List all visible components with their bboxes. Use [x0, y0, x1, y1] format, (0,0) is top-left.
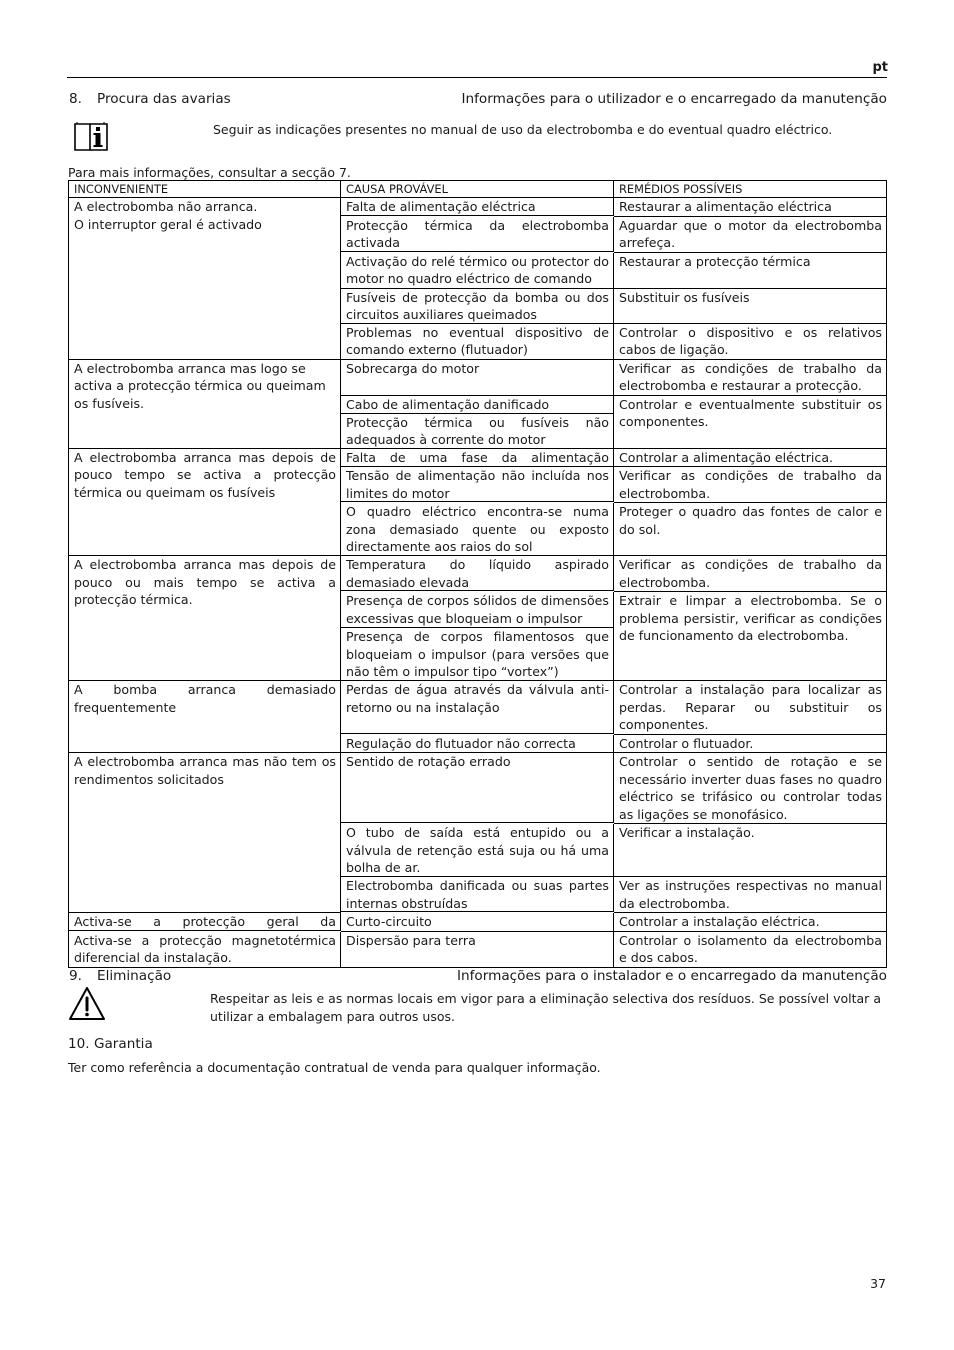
- cause-cell: Regulação do flutuador não correcta: [341, 735, 614, 753]
- cause-cell: Electrobomba danificada ou suas partes internas obstruídas: [341, 877, 614, 912]
- cause-cell: Cabo de alimentação danificado: [341, 396, 614, 414]
- remedy-cell: Restaurar a alimentação eléctrica: [614, 198, 887, 217]
- remedy-cell: Verificar as condições de trabalho da electrobomba.: [614, 556, 887, 592]
- remedy-cell: Substituir os fusíveis: [614, 289, 887, 324]
- cause-cell: Presença de corpos sólidos de dimensões excessivas que bloqueiam o impulsor: [341, 592, 614, 628]
- cause-cell: O tubo de saída está entupido ou a válvula de retenção está suja ou há uma bolha de ar.: [341, 824, 614, 877]
- section-8-heading: [69, 91, 887, 107]
- cause-cell: Sentido de rotação errado: [341, 753, 614, 823]
- remedy-cell: Controlar o isolamento da electrobomba e dos cabos.: [614, 932, 887, 968]
- remedy-cell: Controlar a instalação para localizar as perdas. Reparar ou substituir os componentes.: [614, 681, 887, 735]
- cause-cell: Problemas no eventual dispositivo de comando externo (flutuador): [341, 324, 614, 360]
- cause-cell: Protecção térmica ou fusíveis não adequados à corrente do motor: [341, 414, 614, 449]
- problem-cell: A electrobomba arranca mas logo se activa a protecção térmica ou queimam os fusíveis.: [69, 360, 341, 449]
- section-9-audience: Informações para o instalador e o encarregado da manutenção: [457, 968, 887, 984]
- cause-cell: Temperatura do líquido aspirado demasiado elevada: [341, 556, 614, 591]
- section-8-note: Para mais informações, consultar a secção 7.: [68, 165, 351, 180]
- section-8-intro: Seguir as indicações presentes no manual de uso da electrobomba e do eventual quadro eléctrico.: [213, 122, 833, 137]
- column-header: REMÉDIOS POSSÍVEIS: [614, 181, 887, 198]
- cause-cell: Curto-circuito: [341, 913, 614, 932]
- cause-cell: O quadro eléctrico encontra-se numa zona demasiado quente ou exposto directamente aos raios do sol: [341, 503, 614, 556]
- section-10-title: 10. Garantia: [68, 1036, 153, 1052]
- problem-cell: A electrobomba arranca mas depois de pouco ou mais tempo se activa a protecção térmica.: [69, 556, 341, 681]
- section-8-audience: Informações para o utilizador e o encarregado da manutenção: [461, 91, 887, 107]
- problem-cell: Activa-se a protecção geral da: [69, 913, 341, 931]
- section-9-text: Respeitar as leis e as normas locais em vigor para a eliminação selectiva dos resíduos. Se possível voltar a utilizar a embalagem para outros usos.: [210, 991, 881, 1024]
- column-header: CAUSA PROVÁVEL: [341, 181, 614, 198]
- troubleshooting-table: [68, 180, 887, 968]
- problem-cell: A electrobomba não arranca. O interruptor geral é activado: [69, 198, 341, 360]
- remedy-cell: Verificar as condições de trabalho da electrobomba.: [614, 467, 887, 503]
- section-9-heading: [69, 968, 887, 984]
- cause-cell: Perdas de água através da válvula anti-retorno ou na instalação: [341, 681, 614, 734]
- problem-cell: A electrobomba arranca mas depois de pouco tempo se activa a protecção térmica ou queimam os fusíveis: [69, 449, 341, 557]
- remedy-cell: Ver as instruções respectivas no manual da electrobomba.: [614, 877, 887, 913]
- remedy-cell: Aguardar que o motor da electrobomba arrefeça.: [614, 217, 887, 253]
- cause-cell: Falta de alimentação eléctrica: [341, 198, 614, 216]
- cause-cell: Falta de uma fase da alimentação: [341, 449, 614, 467]
- remedy-cell: Controlar o dispositivo e os relativos cabos de ligação.: [614, 324, 887, 360]
- remedy-cell: Extrair e limpar a electrobomba. Se o problema persistir, verificar as condições de funcionamento da electrobomba.: [614, 592, 887, 681]
- problem-cell: Activa-se a protecção magnetotérmica diferencial da instalação.: [69, 932, 341, 968]
- cause-cell: Sobrecarga do motor: [341, 360, 614, 396]
- manual-info-icon: [73, 120, 109, 156]
- remedy-cell: Verificar as condições de trabalho da electrobomba e restaurar a protecção.: [614, 360, 887, 396]
- section-8-title: Procura das avarias: [97, 91, 231, 107]
- section-9-number: 9.: [69, 968, 82, 984]
- remedy-cell: Controlar e eventualmente substituir os componentes.: [614, 396, 887, 449]
- section-10-text: Ter como referência a documentação contratual de venda para qualquer informação.: [68, 1060, 601, 1075]
- header-rule: [67, 77, 887, 78]
- remedy-cell: Proteger o quadro das fontes de calor e do sol.: [614, 503, 887, 556]
- cause-cell: Activação do relé térmico ou protector do motor no quadro eléctrico de comando: [341, 253, 614, 289]
- remedy-cell: Controlar o flutuador.: [614, 735, 887, 754]
- remedy-cell: Controlar a alimentação eléctrica.: [614, 449, 887, 468]
- cause-cell: Presença de corpos filamentosos que bloqueiam o impulsor (para versões que não têm o impulsor tipo “vortex”): [341, 628, 614, 681]
- remedy-cell: Controlar o sentido de rotação e se necessário inverter duas fases no quadro eléctrico se trifásico ou controlar todas as ligações se monofásico.: [614, 753, 887, 824]
- section-8-number: 8.: [69, 91, 82, 107]
- section-9-title: Eliminação: [97, 968, 172, 984]
- remedy-cell: Controlar a instalação eléctrica.: [614, 913, 887, 932]
- page-number: 37: [870, 1276, 886, 1291]
- problem-cell: A bomba arranca demasiado frequentemente: [69, 681, 341, 753]
- remedy-cell: Verificar a instalação.: [614, 824, 887, 877]
- cause-cell: Dispersão para terra: [341, 932, 614, 968]
- cause-cell: Protecção térmica da electrobomba activada: [341, 217, 614, 252]
- remedy-cell: Restaurar a protecção térmica: [614, 253, 887, 289]
- language-code: pt: [872, 60, 888, 75]
- column-header: INCONVENIENTE: [69, 181, 341, 198]
- cause-cell: Tensão de alimentação não incluída nos limites do motor: [341, 467, 614, 502]
- warning-triangle-icon: [68, 986, 106, 1026]
- problem-cell: A electrobomba arranca mas não tem os rendimentos solicitados: [69, 753, 341, 913]
- cause-cell: Fusíveis de protecção da bomba ou dos circuitos auxiliares queimados: [341, 289, 614, 324]
